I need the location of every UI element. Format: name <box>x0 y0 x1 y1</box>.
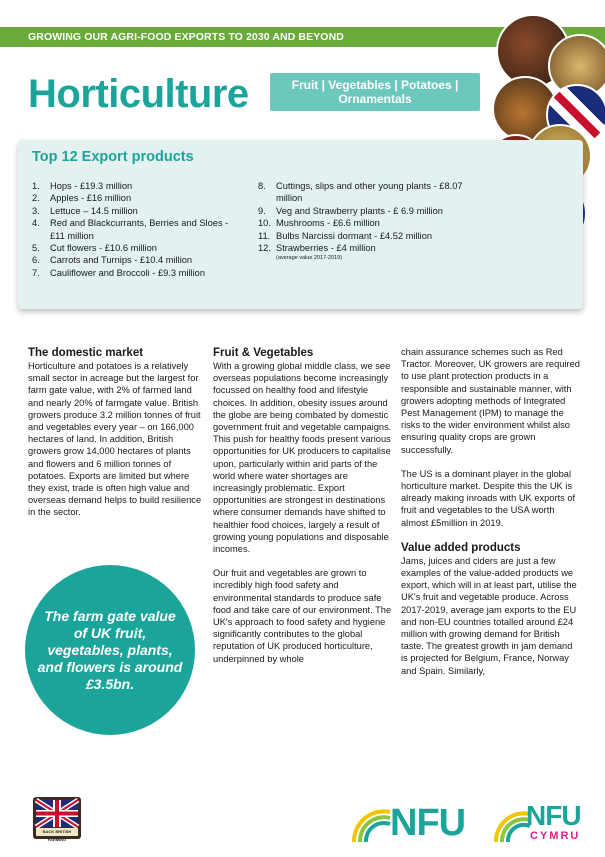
item-number: 7. <box>32 267 40 278</box>
export-products-panel <box>18 140 583 309</box>
nfu-arc-icon <box>350 804 394 844</box>
item-number: 6. <box>32 255 40 266</box>
item-text: Veg and Strawberry plants - £ 6.9 million <box>276 205 443 216</box>
col3-p2: The US is a dominant player in the global horticulture market. Despite this the UK is already making inroads with UK exports of fruit and vegetables to the USA worth almost £5million in 2019. <box>401 468 576 528</box>
item-number: 1. <box>32 181 40 191</box>
column-fruit-veg <box>213 346 393 677</box>
nfu-cymru-logo <box>492 800 602 850</box>
page-title: Horticulture <box>28 72 249 116</box>
cymru-wordmark: CYMRU <box>530 830 581 842</box>
list-item <box>32 192 242 204</box>
item-text: Strawberries - £4 million <box>276 243 376 254</box>
list-item <box>32 180 242 192</box>
item-text: Carrots and Turnips - £10.4 million <box>50 255 193 266</box>
domestic-body: Horticulture and potatoes is a relatively small sector in acreage but the largest for farm gate value, with 2% of farmed land and nearly 20% of farmgate value. British growers produce 3.2 million tonnes of fruit and vegetables every year – on 166,000 hectares of land. In addition, British growers grow 14,000 hectares of plants and flowers and 6 million tonnes of potatoes. Exports are limited but where they exist, trade is often high value and overseas demand helps to build resilience in the sector. <box>28 361 202 518</box>
banner-text: GROWING OUR AGRI-FOOD EXPORTS TO 2030 AND BEYOND <box>28 31 344 43</box>
list-item <box>32 267 242 279</box>
item-text: Red and Blackcurrants, Berries and Sloes - £11 million <box>50 218 229 241</box>
fruit-veg-p2: Our fruit and vegetables are grown to incredibly high food safety and environmental standards to produce safe food and take care of our environment. The UK's approach to food safety and hygiene significantly contributes to the global reputation of UK produced horticulture, underpinned by whole <box>213 568 392 664</box>
item-text: Apples - £16 million <box>50 193 132 204</box>
list-item <box>258 230 488 242</box>
nfu-wordmark: NFU <box>390 802 466 844</box>
bbf-logo-text: BACK BRITISH FARMING <box>42 829 72 842</box>
list-item <box>32 242 242 254</box>
column-domestic <box>28 346 203 531</box>
panel-heading: Top 12 Export products <box>32 149 194 165</box>
list-item <box>258 217 488 229</box>
item-number: 9. <box>258 205 266 216</box>
item-text: Cut flowers - £10.6 million <box>50 243 157 254</box>
value-added-heading: Value added products <box>401 541 521 554</box>
item-text: Hops - £19.3 million <box>50 181 133 191</box>
domestic-heading: The domestic market <box>28 347 144 359</box>
item-text: Mushrooms - £6.6 million <box>276 218 380 229</box>
callout-text: The farm gate value of UK fruit, vegetables, plants, and flowers is around £3.5bn. <box>37 607 183 692</box>
item-number: 5. <box>32 243 40 254</box>
fruit-veg-p1: With a growing global middle class, we see overseas populations become increasingly focussed on healthy food and lifestyle choices. In addition, obesity issues around the globe are being combated by domestic government fruit and vegetable campaigns. This push for healthy foods present various opportunities for UK producers to capitalise upon, particularly within arid parts of the world where water shortages are increasingly problematic. Export opportunities are strongest in destinations where consumer demands have shifted to healthier food choices, largely a result of growing young populations and disposable incomes. <box>213 361 392 555</box>
category-tag-line2: Ornamentals <box>338 92 412 106</box>
category-tag <box>270 73 480 111</box>
average-value-note: (average value 2017-2019) <box>276 255 343 262</box>
item-text: Cauliflower and Broccoli - £9.3 million <box>50 267 206 278</box>
list-item <box>258 242 488 254</box>
list-item <box>32 205 242 217</box>
item-number: 2. <box>32 193 40 204</box>
item-number: 3. <box>32 205 40 216</box>
export-list-right <box>258 180 488 262</box>
col3-p3: Jams, juices and ciders are just a few examples of the value-added products we export, which will in at least part, utilise the UK's fruit and vegetable produce. Across 2017-2019, average jam exports to the EU and non-EU countries totalled around £24 million with growing demand for British taste. The greatest growth in jam demand is projected for Belgium, France, Norway and Spain. Similarly, <box>401 555 577 676</box>
back-british-farming-logo <box>33 797 81 842</box>
farm-gate-callout <box>25 565 195 735</box>
item-text: Bulbs Narcissi dormant - £4.52 million <box>276 230 433 241</box>
nfu-logo <box>350 800 470 850</box>
column-three <box>401 346 581 689</box>
list-item <box>258 180 488 205</box>
list-item <box>258 205 488 217</box>
item-number: 8. <box>258 181 266 191</box>
item-number: 12. <box>258 243 271 254</box>
export-list-left <box>32 180 242 279</box>
item-text: Lettuce – 14.5 million <box>50 205 138 216</box>
nfu-cymru-wordmark: NFU <box>526 800 581 831</box>
item-number: 4. <box>32 218 40 229</box>
category-tag-line1: Fruit | Vegetables | Potatoes | <box>291 78 459 92</box>
col3-p1: chain assurance schemes such as Red Tractor. Moreover, UK growers are required to use plant protection products in a responsible and sustainable manner, with growers adopting methods of Integrated Pest Management (IPM) to manage the risks to the wider environment whilst also ensuring quality crops are grown successfully. <box>401 347 580 455</box>
fruit-veg-heading: Fruit & Vegetables <box>213 347 314 359</box>
item-number: 10. <box>258 218 271 229</box>
item-text: Cuttings, slips and other young plants - £8.07 million <box>276 181 463 204</box>
list-item <box>32 254 242 266</box>
list-item <box>32 217 242 242</box>
item-number: 11. <box>258 230 271 241</box>
